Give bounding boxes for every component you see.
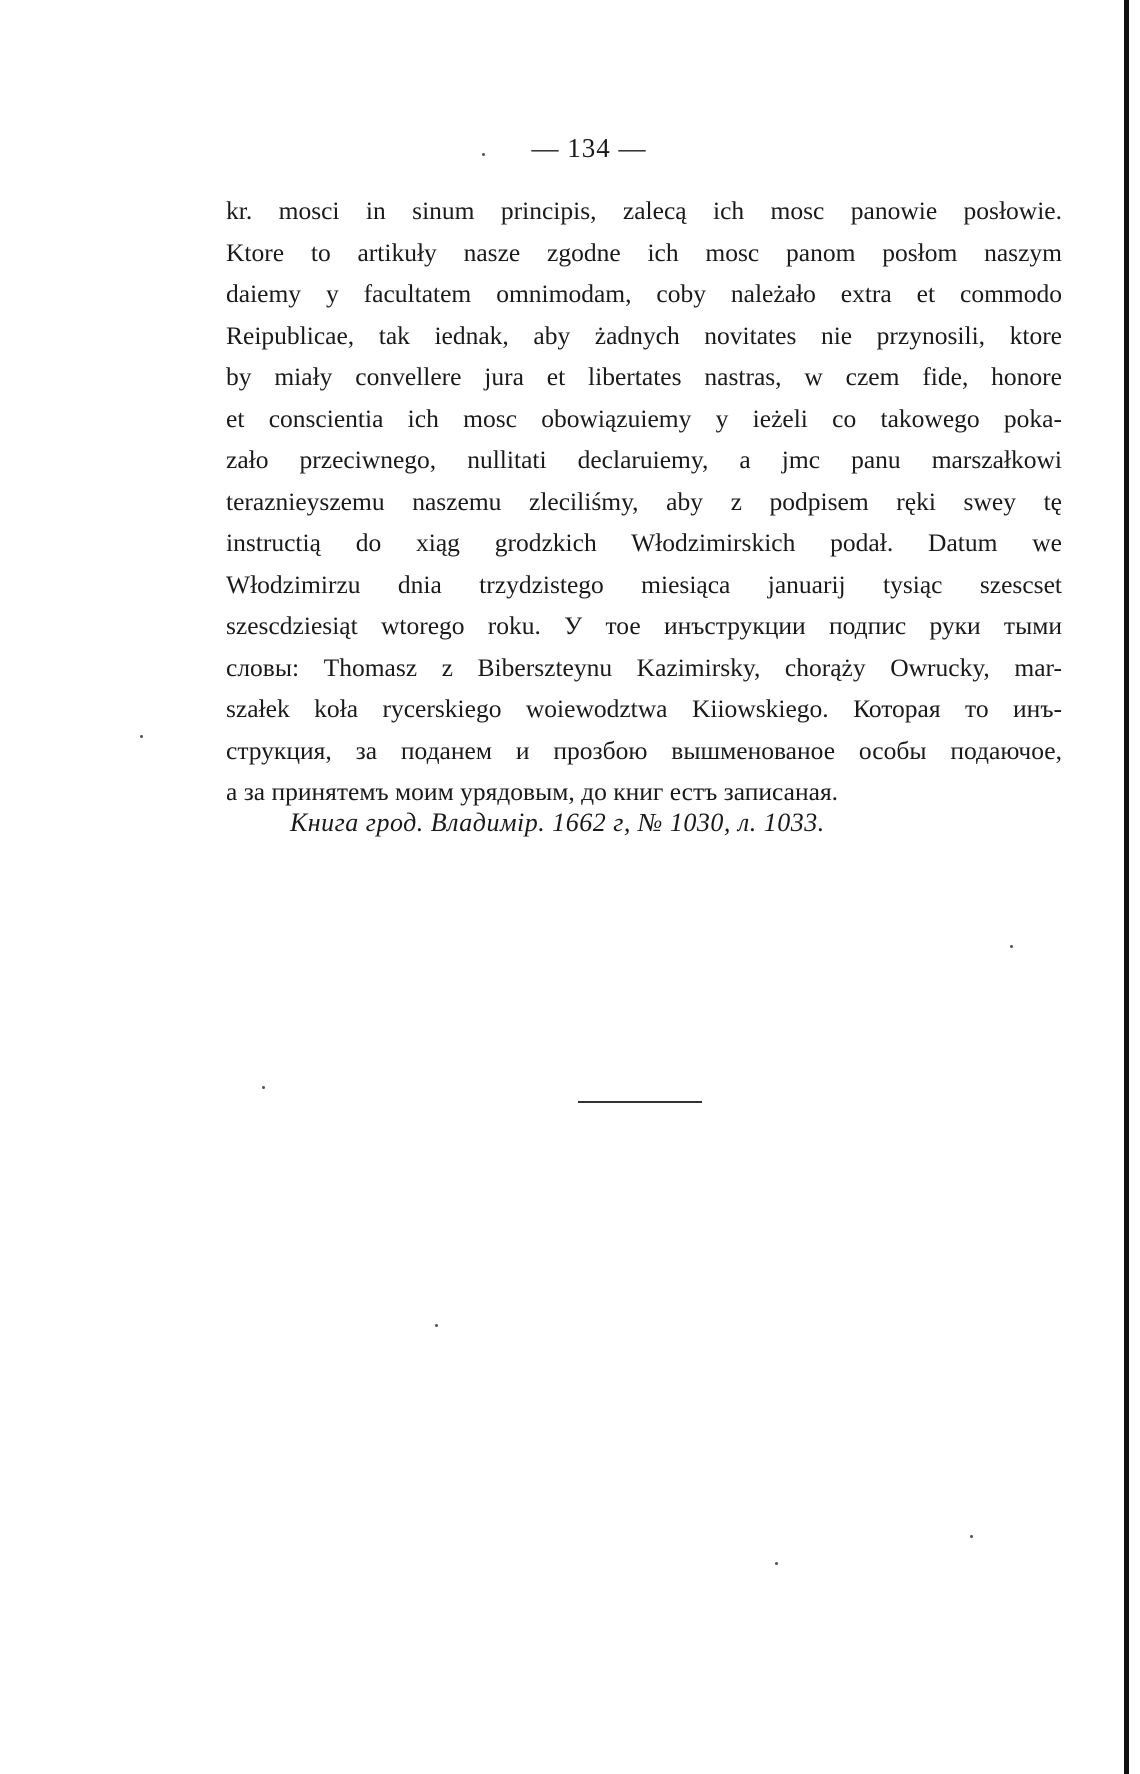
page-edge-shadow (1124, 0, 1129, 1774)
scan-speck (262, 1086, 265, 1089)
section-divider (578, 1101, 702, 1103)
text-line: kr. mosci in sinum principis, zalecą ich mosc panowie posłowie. (226, 196, 1062, 225)
scan-speck (775, 1562, 778, 1565)
scan-speck (482, 153, 485, 156)
text-line: szescdziesiąt wtorego roku. У тое инъструкции подпис руки тыми (226, 611, 1062, 640)
text-line: словы: Thomasz z Bibersztеynu Kazimirsky, chorąży Owrucky, mar- (226, 652, 1062, 682)
text-line: daiemy y facultatem omnimodam, coby należało extra et commodo (226, 279, 1062, 308)
page-number: — 134 — (531, 133, 647, 163)
text-line: by miały convellere jura et libertates nastras, w czem fide, honore (226, 362, 1062, 391)
body-text (226, 190, 1062, 813)
scan-speck (435, 1324, 438, 1327)
scan-speck (970, 1535, 973, 1538)
text-line: et conscientia ich mosc obowiązuiemy y ieżeli co takowego poka- (226, 403, 1062, 433)
text-line: zało przeciwnego, nullitati declaruiemy, a jmc panu marszałkowi (226, 445, 1062, 474)
text-line: а за принятемъ моим урядовым, до книг естъ записаная. (226, 777, 839, 806)
text-line: Reipublicae, tak iednak, aby żadnych novitates nie przynosili, ktore (226, 320, 1062, 350)
source-citation: Книга грод. Владимір. 1662 г, № 1030, л. 1033. (290, 808, 825, 837)
scan-speck (140, 735, 143, 738)
text-line: Włodzimirzu dnia trzydzistego miesiąca januarij tysiąc szescset (226, 569, 1062, 599)
text-line: Ktore to artikuły nasze zgodne ich mosc panom posłom naszym (226, 237, 1062, 267)
text-line: струкция, за поданем и прозбою вышменованое особы подаючое, (226, 735, 1062, 765)
scan-speck (1010, 945, 1013, 948)
text-line: teraznieyszemu naszemu zleciliśmy, aby z podpisem ręki swey tę (226, 486, 1062, 516)
text-line: instructią do xiąg grodzkich Włodzimirskich podał. Datum we (226, 528, 1062, 557)
text-line: szałek koła rycerskiego woiewodztwa Kiiowskiego. Которая то инъ- (226, 694, 1062, 723)
